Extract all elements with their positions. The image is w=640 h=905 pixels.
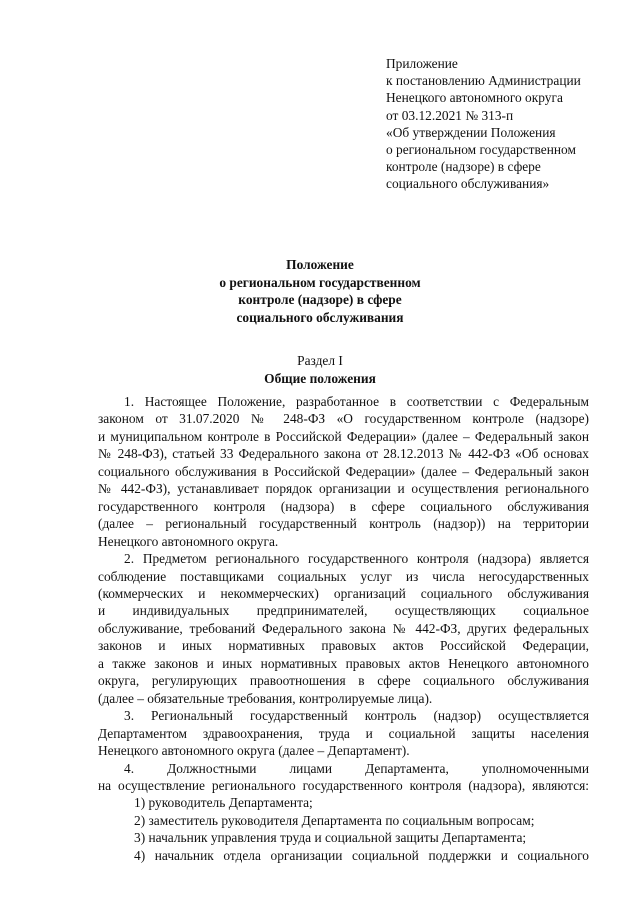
paragraph-line: 3. Региональный государственный контроль (надзор) осуществляется <box>124 708 589 724</box>
paragraph-line: и индивидуальных предпринимателей, осуществляющих социальное <box>98 603 589 619</box>
title-line: Положение <box>286 257 354 272</box>
list-item: 3) начальник управления труда и социальной защиты Департамента; <box>134 830 527 846</box>
annex-line: Приложение <box>386 56 458 71</box>
paragraph-line: № 248-ФЗ), статьей 33 Федерального закона от 28.12.2013 № 442-ФЗ «Об основах <box>98 446 589 462</box>
paragraph-line: а также законов и иных нормативных правовых актов Ненецкого автономного <box>98 655 589 671</box>
paragraph-line: на осуществление регионального государственного контроля (надзора), являются: <box>98 777 589 793</box>
annex-line: «Об утверждении Положения <box>386 124 556 140</box>
section-heading: Общие положения <box>264 370 376 386</box>
paragraph-line: законом от 31.07.2020 № 248-ФЗ «О государственном контроле (надзоре) <box>98 411 589 427</box>
paragraph-line: (далее – региональный государственный контроль (надзор)) на территории <box>98 516 589 532</box>
paragraph-line: (коммерческих и некоммерческих) организаций социального обслуживания <box>98 585 589 601</box>
list-item: 2) заместитель руководителя Департамента по социальным вопросам; <box>134 812 535 828</box>
annex-line: о региональном государственном <box>386 142 576 158</box>
annex-line: к постановлению Администрации <box>386 73 581 89</box>
paragraph-line: 4. Должностными лицами Департамента, уполномоченными <box>124 760 589 776</box>
annex-line: от 03.12.2021 № 313-п <box>386 107 514 123</box>
paragraph-line: Ненецкого автономного округа (далее – Департамент). <box>98 743 410 759</box>
paragraph-line: № 442-ФЗ), устанавливает порядок организации и осуществления регионального <box>98 481 589 497</box>
paragraph-line: Департаментом здравоохранения, труда и социальной защиты населения <box>98 725 589 741</box>
paragraph-line: (далее – обязательные требования, контролируемые лица). <box>98 690 433 706</box>
paragraph-line: 2. Предметом регионального государственного контроля (надзора) является <box>124 551 589 567</box>
list-item: 4) начальник отдела организации социальной поддержки и социального <box>134 847 589 863</box>
title-line: социального обслуживания <box>236 309 404 325</box>
title-line: контроле (надзоре) в сфере <box>238 292 402 308</box>
list-item: 1) руководитель Департамента; <box>134 795 313 811</box>
paragraph-line: Ненецкого автономного округа. <box>98 533 279 549</box>
annex-header <box>386 55 626 193</box>
paragraph-line: соблюдение поставщиками социальных услуг из числа негосударственных <box>98 568 589 584</box>
annex-line: Ненецкого автономного округа <box>386 90 563 106</box>
document-body <box>98 393 589 864</box>
paragraph-line: округа, регулирующих правоотношения в сфере социального обслуживания <box>98 673 589 689</box>
document-title <box>0 256 640 326</box>
paragraph-line: законов и иных нормативных правовых актов Российской Федерации, <box>98 638 589 654</box>
paragraph-line: социального обслуживания в Российской Федерации» (далее – Федеральный закон <box>98 463 589 479</box>
section-number: Раздел I <box>297 353 343 368</box>
paragraph-line: государственного контроля (надзора) в сфере социального обслуживания <box>98 498 589 514</box>
paragraph-line: обслуживание, требований Федерального закона № 442-ФЗ, других федеральных <box>98 620 589 636</box>
paragraph-line: и муниципальном контроле в Российской Федерации» (далее – Федеральный закон <box>98 428 589 444</box>
title-line: о региональном государственном <box>219 274 421 290</box>
annex-line: контроле (надзоре) в сфере <box>386 159 541 175</box>
section-header <box>0 352 640 387</box>
annex-line: социального обслуживания» <box>386 176 550 192</box>
paragraph-line: 1. Настоящее Положение, разработанное в соответствии с Федеральным <box>124 394 589 409</box>
